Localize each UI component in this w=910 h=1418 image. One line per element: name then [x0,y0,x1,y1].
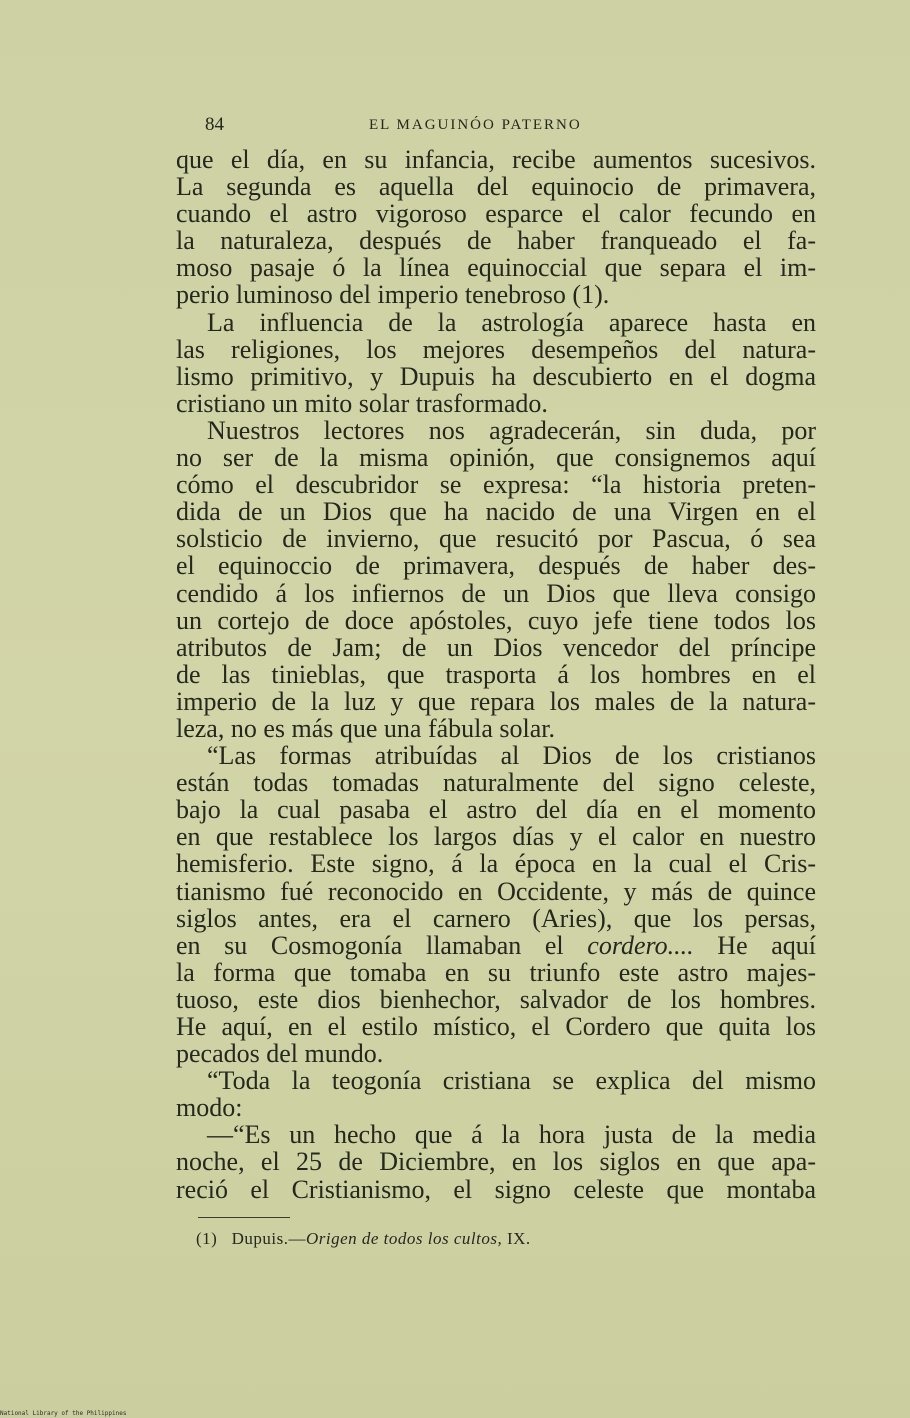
paragraph-start: “Las formas atribuídas al Dios de los cristianos [207,741,816,771]
text-line: imperio de la luz y que repara los males de la natura- [176,686,816,716]
text-line: tuoso, este dios bienhechor, salvador de los hombres. [176,984,816,1014]
text-line: La segunda es aquella del equinocio de primavera, [176,172,816,202]
text-line: en que restablece los largos días y el calor en nuestro [176,822,816,852]
text-line: la naturaleza, después de haber franqueado el fa- [176,226,816,256]
text-line: hemisferio. Este signo, á la época en la cual el Cris- [176,849,816,879]
running-head [205,114,630,140]
text-line: están todas tomadas naturalmente del signo celeste, [176,768,816,798]
footnote [196,1229,531,1249]
text-line: que el día, en su infancia, recibe aumentos sucesivos. [176,145,816,174]
text-line: tianismo fué reconocido en Occidente, y más de quince [176,876,816,906]
text-line: cendido á los infiernos de un Dios que lleva consigo [176,578,816,608]
text-line: pecados del mundo. [176,1039,384,1069]
footnote-author: Dupuis.— [231,1229,306,1248]
page-number: 84 [205,114,224,135]
paragraph-start: Nuestros lectores nos agradecerán, sin duda, por [207,415,816,445]
text-line: cuando el astro vigoroso esparce el calor fecundo en [176,199,816,229]
text-line: noche, el 25 de Diciembre, en los siglos en que apa- [176,1147,816,1177]
running-title: EL MAGUINÓO PATERNO [369,117,582,133]
paragraph-start: “Toda la teogonía cristiana se explica del mismo [207,1066,816,1096]
text-line: He aquí, en el estilo místico, el Cordero que quita los [176,1012,816,1041]
text-line: la forma que tomaba en su triunfo este astro majes- [176,957,816,987]
text-line: atributos de Jam; de un Dios vencedor del príncipe [176,632,816,662]
text-line: leza, no es más que una fábula solar. [176,713,556,743]
text-line: moso pasaje ó la línea equinoccial que separa el im- [176,253,816,283]
footnote-title: Origen de todos los cultos, [305,1229,503,1248]
text-line: el equinoccio de primavera, después de haber des- [176,551,816,581]
text-line: cristiano un mito solar trasformado. [176,388,548,418]
body-text [176,146,816,1203]
footnote-volume: IX. [506,1229,531,1248]
text-fragment: He aquí [717,930,816,960]
text-line: un cortejo de doce apóstoles, cuyo jefe tiene todos los [176,605,816,635]
text-line: no ser de la misma opinión, que consignemos aquí [176,443,816,473]
text-fragment: en su Cosmogonía llamaban el [176,930,564,960]
text-line: siglos antes, era el carnero (Aries), que los persas, [176,903,816,933]
text-line: reció el Cristianismo, el signo celeste que montaba [176,1174,816,1204]
text-line-with-italic [176,932,816,959]
text-line: lismo primitivo, y Dupuis ha descubierto en el dogma [176,361,816,391]
text-line: solsticio de invierno, que resucitó por Pascua, ó sea [176,524,816,554]
library-credit: National Library of the Philippines [0,1410,127,1417]
text-line: modo: [176,1093,243,1123]
italic-word: cordero.... [587,930,694,960]
footnote-marker: (1) [196,1229,218,1248]
text-line: cómo el descubridor se expresa: “la historia preten- [176,470,816,500]
paragraph-start: —“Es un hecho que á la hora justa de la media [207,1120,816,1150]
footnote-divider [198,1217,290,1218]
text-line: dida de un Dios que ha nacido de una Virgen en el [176,497,816,527]
text-line: de las tinieblas, que trasporta á los hombres en el [176,659,816,689]
paragraph-start: La influencia de la astrología aparece hasta en [207,307,816,337]
text-line: bajo la cual pasaba el astro del día en el momento [176,795,816,825]
text-line: las religiones, los mejores desempeños del natura- [176,334,816,364]
text-line: perio luminoso del imperio tenebroso (1). [176,280,610,310]
